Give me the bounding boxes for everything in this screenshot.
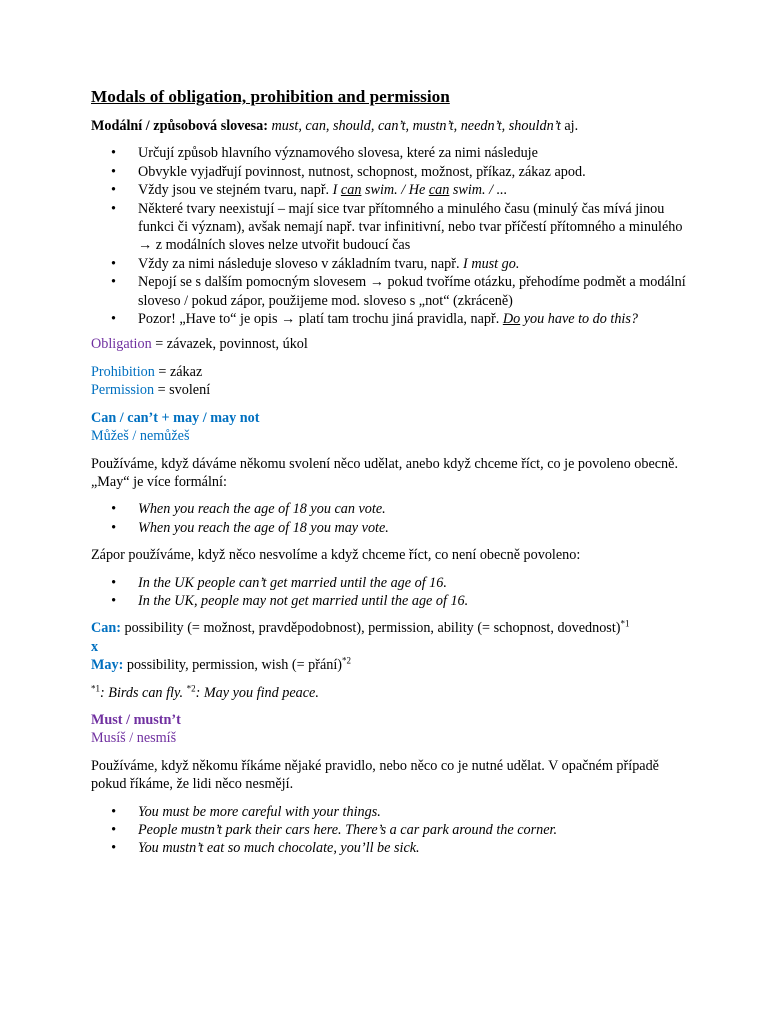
- comparison-x: x: [91, 638, 99, 655]
- intro-suffix: aj.: [560, 118, 579, 134]
- rule-text: Vždy jsou ve stejném tvaru, např.: [138, 182, 333, 199]
- list-item: • People mustn’t park their cars here. There’s a car park around the corner.: [91, 821, 691, 839]
- can-heading: Can / can’t + may / may not: [91, 409, 260, 426]
- footnote-mark: *2: [342, 655, 352, 666]
- list-item: [91, 310, 691, 328]
- rule-example-part: swim. / He: [361, 182, 429, 199]
- rule-text: Některé tvary neexistují – mají sice tvar přítomného a minulého času (minulý čas mívá jinou funkci či význam), avšak nemají např. tvar infinitivní, nebo tvar příčestí přítomného a minulého → z modálních sloves nelze utvořit budoucí čas: [138, 200, 683, 254]
- footnote-mark: *2: [186, 682, 196, 693]
- intro-line: [91, 117, 691, 135]
- comparison-label: May:: [91, 657, 124, 674]
- definition-meaning: = svolení: [154, 382, 211, 399]
- definition-obligation: [91, 335, 691, 353]
- list-item: [91, 273, 691, 310]
- document-content: [91, 86, 691, 858]
- can-negative-usage: Zápor používáme, když něco nesvolíme a když chceme říct, co není obecně povoleno:: [91, 547, 581, 564]
- rule-example-part: can: [340, 182, 362, 199]
- may-comparison: [91, 656, 691, 674]
- list-item: [91, 200, 691, 255]
- rule-example-part: you have to do this?: [520, 311, 638, 328]
- list-item: [91, 163, 691, 181]
- definition-term: Obligation: [91, 336, 152, 353]
- footnote-mark: *1: [620, 618, 630, 629]
- list-item: • You mustn’t eat so much chocolate, you’ll be sick.: [91, 839, 691, 857]
- footnote-mark: *1: [91, 682, 100, 693]
- definition-meaning: = závazek, povinnost, úkol: [151, 336, 308, 353]
- definition-permission: [91, 381, 691, 399]
- must-heading: Must / mustn’t: [91, 711, 181, 728]
- intro-examples: must, can, should, can’t, mustn’t, needn’t, shouldn’t: [271, 118, 561, 134]
- rule-example: [503, 311, 638, 327]
- can-comparison: [91, 619, 691, 637]
- rule-text: Nepojí se s dalším pomocným slovesem → pokud tvoříme otázku, přehodíme podmět a modální sloveso / pokud zápor, použijeme mod. sloveso s „not“ (zkráceně): [138, 274, 686, 309]
- list-item: • When you reach the age of 18 you may vote.: [91, 519, 691, 537]
- can-translation: Můžeš / nemůžeš: [91, 428, 190, 445]
- list-item: • In the UK people can’t get married until the age of 16.: [91, 574, 691, 592]
- rule-example: [333, 182, 508, 198]
- must-examples: [91, 803, 691, 858]
- can-examples: [91, 500, 691, 537]
- rule-text: Obvykle vyjadřují povinnost, nutnost, schopnost, možnost, příkaz, zákaz apod.: [138, 163, 586, 180]
- list-item: [91, 181, 691, 199]
- list-item: [91, 144, 691, 162]
- definition-meaning: = zákaz: [154, 363, 203, 380]
- rule-example-part: swim. / ...: [449, 182, 508, 199]
- rule-text: Pozor! „Have to“ je opis → platí tam trochu jiná pravidla, např.: [138, 311, 503, 328]
- list-item: • In the UK, people may not get married until the age of 16.: [91, 592, 691, 610]
- page-title: Modals of obligation, prohibition and permission: [91, 87, 450, 106]
- list-item: • You must be more careful with your things.: [91, 803, 691, 821]
- definition-term: Prohibition: [91, 363, 155, 380]
- must-usage: Používáme, když někomu říkáme nějaké pravidlo, nebo něco co je nutné udělat. V opačném případě pokud říkáme, že lidi něco nesmějí.: [91, 757, 659, 793]
- definition-prohibition: [91, 363, 691, 381]
- intro-label: Modální / způsobová slovesa:: [91, 118, 268, 134]
- list-item: • When you reach the age of 18 you can vote.: [91, 500, 691, 518]
- rule-example-part: Do: [502, 311, 521, 328]
- rule-example-part: can: [428, 182, 450, 199]
- definition-term: Permission: [91, 382, 155, 399]
- comparison-text: possibility (= možnost, pravděpodobnost), permission, ability (= schopnost, dovednost): [120, 620, 621, 637]
- can-negative-examples: [91, 574, 691, 611]
- can-usage: Používáme, když dáváme někomu svolení něco udělat, anebo když chceme říct, co je povoleno obecně. „May“ je více formální:: [91, 455, 678, 490]
- list-item: [91, 255, 691, 273]
- footnote-text: : May you find peace.: [195, 684, 319, 701]
- comparison-label: Can:: [91, 620, 121, 637]
- footnotes: [91, 684, 691, 702]
- rule-text: Určují způsob hlavního významového slovesa, které za nimi následuje: [138, 145, 538, 162]
- rule-example-part: I: [332, 182, 341, 199]
- rule-example: I must go.: [463, 255, 520, 272]
- comparison-text: possibility, permission, wish (= přání): [123, 657, 343, 674]
- rules-list: [91, 144, 691, 328]
- footnote-text: : Birds can fly.: [100, 684, 187, 701]
- must-translation: Musíš / nesmíš: [91, 730, 177, 747]
- rule-text: Vždy za nimi následuje sloveso v základním tvaru, např.: [138, 255, 464, 272]
